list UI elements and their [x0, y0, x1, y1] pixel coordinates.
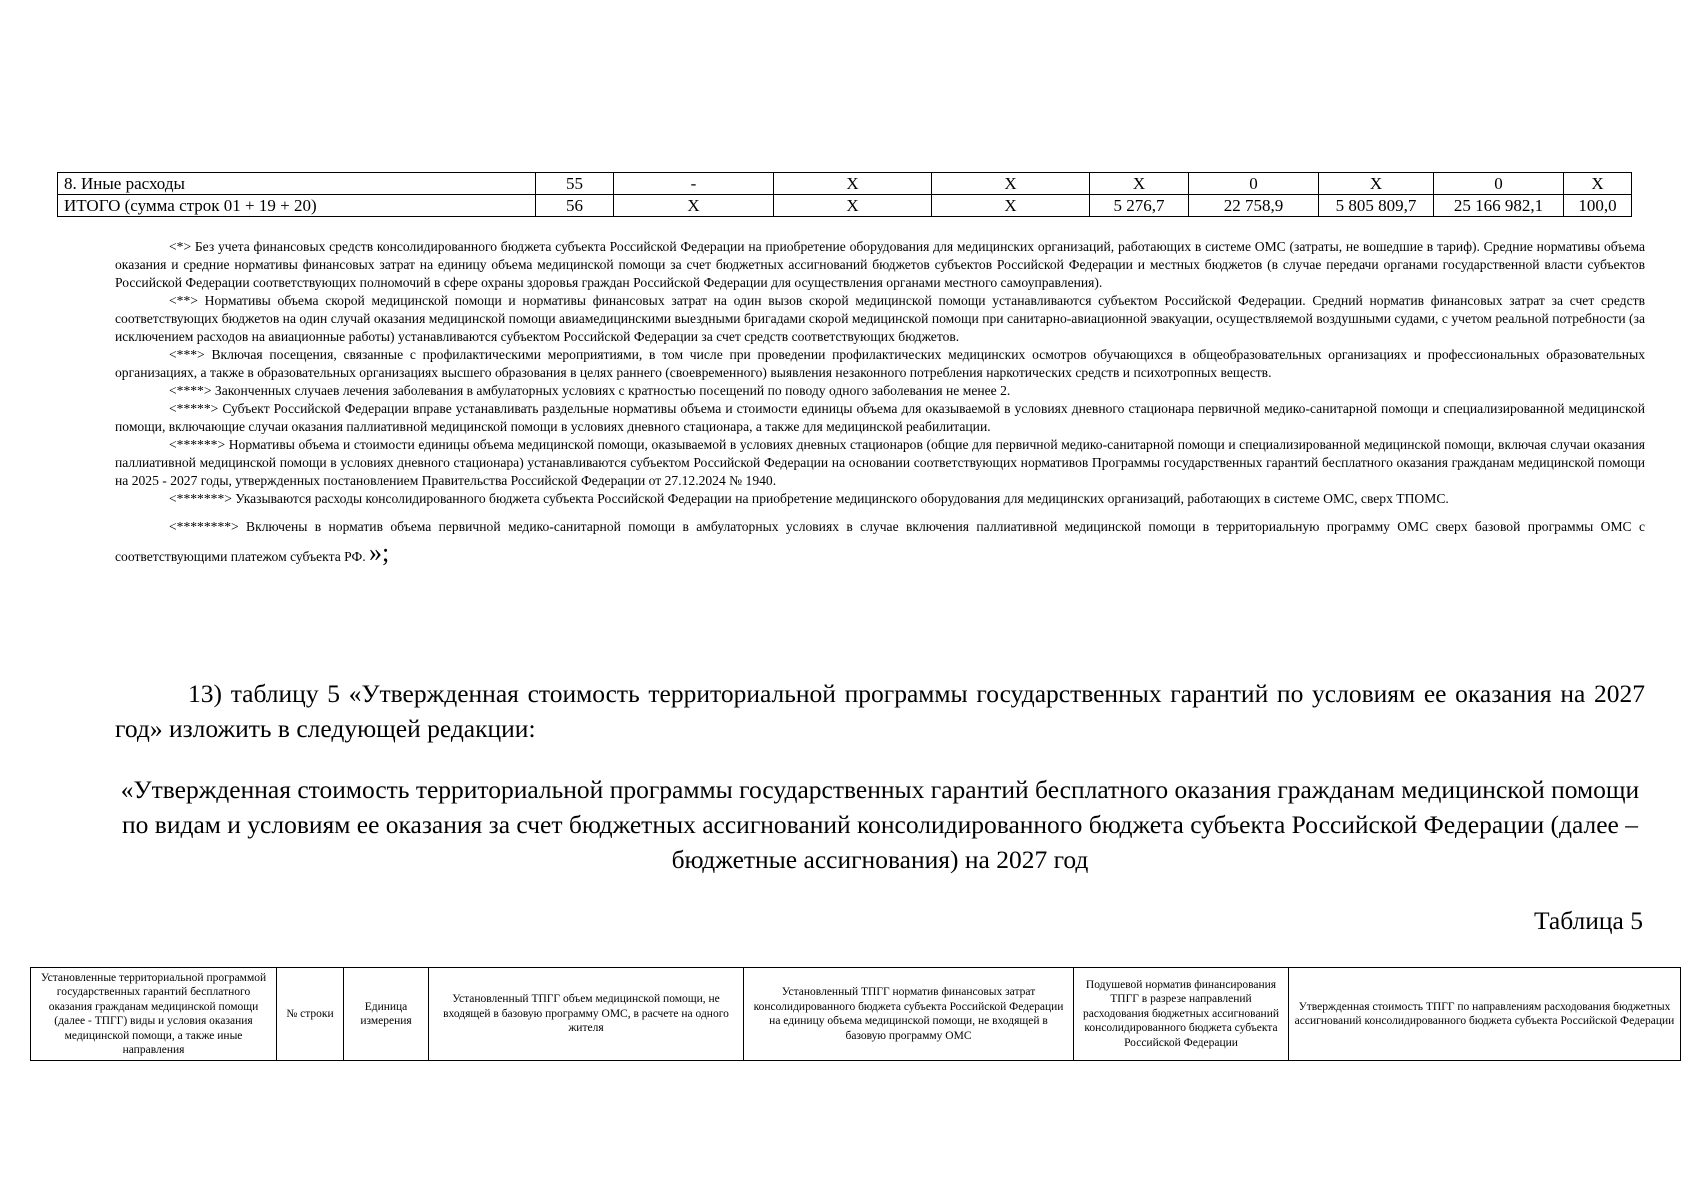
table-title: «Утвержденная стоимость территориальной программы государственных гарантий бесплатного оказания гражданам медицинской помощи по видам и условиям ее оказания за счет бюджетных ассигнований консолидированного бюджета субъекта Российской Федерации (далее – бюджетные ассигнования) на 2027 год	[120, 775, 1640, 874]
table-cell: X	[774, 173, 932, 195]
header-cell: Утвержденная стоимость ТПГГ по направлениям расходования бюджетных ассигнований консолидированного бюджета субъекта Российской Федерации	[1289, 968, 1681, 1061]
table-cell: 5 805 809,7	[1319, 195, 1434, 217]
header-cell: Установленный ТПГГ объем медицинской помощи, не входящей в базовую программу ОМС, в расчете на одного жителя	[429, 968, 744, 1061]
footnote: <******> Нормативы объема и стоимости единицы объема медицинской помощи, оказываемой в условиях дневных стационаров (общие для первичной медико-санитарной помощи и специализированной медицинской помощи, включая случаи оказания паллиативной медицинской помощи в условиях дневного стационара) устанавливаются субъектом Российской Федерации на основании соответствующих нормативов Программы государственных гарантий бесплатного оказания гражданам медицинской помощи на 2025 - 2027 годы, утвержденных постановлением Правительства Российской Федерации от 27.12.2024 № 1940.	[115, 437, 1645, 488]
table-cell: X	[1319, 173, 1434, 195]
table-row	[58, 173, 1632, 195]
closing-quote: »;	[369, 538, 390, 567]
table-cell: 55	[536, 173, 614, 195]
footnote: <***> Включая посещения, связанные с профилактическими мероприятиями, в том числе при проведении профилактических медицинских осмотров обучающихся в общеобразовательных организациях и профессиональных образовательных организациях, а также в образовательных организациях высшего образования в целях раннего (своевременного) выявления незаконного потребления наркотических средств и психотропных веществ.	[115, 347, 1645, 380]
table-cell: 56	[536, 195, 614, 217]
header-cell: Единица измерения	[344, 968, 429, 1061]
table-cell: 22 758,9	[1189, 195, 1319, 217]
footnote: <*******> Указываются расходы консолидированного бюджета субъекта Российской Федерации на приобретение медицинского оборудования для медицинских организаций, работающих в системе ОМС, сверх ТПОМС.	[169, 491, 1449, 506]
table-caption: Таблица 5	[1533, 906, 1643, 935]
table-cell: 100,0	[1564, 195, 1632, 217]
header-cell: № строки	[277, 968, 344, 1061]
footnotes	[115, 238, 1645, 570]
footnote-text: <********> Включены в норматив объема первичной медико-санитарной помощи в амбулаторных условиях в случае включения паллиативной медицинской помощи в территориальную программу ОМС сверх базовой программы ОМС с соответствующими платежом субъекта РФ.	[115, 519, 1645, 564]
row-label: 8. Иные расходы	[58, 173, 536, 195]
amendment-text: 13) таблицу 5 «Утвержденная стоимость территориальной программы государственных гарантий по условиям ее оказания на 2027 год» изложить в следующей редакции:	[115, 679, 1645, 743]
footnote-last	[115, 514, 1645, 570]
table-row	[58, 195, 1632, 217]
header-cell: Подушевой норматив финансирования ТПГГ в разрезе направлений расходования бюджетных ассигнований консолидированного бюджета субъекта Российской Федерации	[1074, 968, 1289, 1061]
footnote: <*****> Субъект Российской Федерации вправе устанавливать раздельные нормативы объема и стоимости единицы объема для оказываемой в условиях дневного стационара первичной медико-санитарной помощи и специализированной медицинской помощи, включающие случаи оказания паллиативной медицинской помощи в условиях дневного стационара, а также для медицинской реабилитации.	[115, 401, 1645, 434]
table-cell: -	[614, 173, 774, 195]
table-cell: X	[614, 195, 774, 217]
header-cell: Установленный ТПГГ норматив финансовых затрат консолидированного бюджета субъекта Российской Федерации на единицу объема медицинской помощи, не входящей в базовую программу ОМС	[744, 968, 1074, 1061]
table-cell: 5 276,7	[1090, 195, 1189, 217]
cost-table-header	[30, 967, 1681, 1061]
table-cell: 25 166 982,1	[1434, 195, 1564, 217]
table-cell: X	[1564, 173, 1632, 195]
table-cell: 0	[1189, 173, 1319, 195]
totals-table	[57, 172, 1632, 217]
header-row	[31, 968, 1681, 1061]
footnote: <**> Нормативы объема скорой медицинской помощи и нормативы финансовых затрат на один вызов скорой медицинской помощи устанавливаются субъектом Российской Федерации. Средний норматив финансовых затрат за счет средств соответствующих бюджетов на один случай оказания медицинской помощи авиамедицинскими выездными бригадами скорой медицинской помощи при санитарно-авиационной эвакуации, осуществляемой воздушными судами, с учетом реальной потребности (за исключением расходов на авиационные работы) устанавливаются субъектом Российской Федерации за счет средств соответствующих бюджетов.	[115, 293, 1645, 344]
table-cell: X	[774, 195, 932, 217]
amendment-item	[115, 676, 1645, 746]
table-cell: X	[1090, 173, 1189, 195]
table-cell: X	[932, 173, 1090, 195]
footnote: <*> Без учета финансовых средств консолидированного бюджета субъекта Российской Федерации на приобретение оборудования для медицинских организаций, работающих в системе ОМС (затраты, не вошедшие в тариф). Средние нормативы объема оказания и средние нормативы финансовых затрат на единицу объема медицинской помощи за счет бюджетных ассигнований бюджетов субъектов Российской Федерации и местных бюджетов (в случае передачи органами государственной власти субъектов Российской Федерации соответствующих полномочий в сфере охраны здоровья граждан Российской Федерации для осуществления органами местного самоуправления).	[115, 239, 1645, 290]
table-cell: X	[932, 195, 1090, 217]
footnote: <****> Законченных случаев лечения заболевания в амбулаторных условиях с кратностью посещений по поводу одного заболевания не менее 2.	[169, 383, 1011, 398]
table-cell: 0	[1434, 173, 1564, 195]
header-cell: Установленные территориальной программой государственных гарантий бесплатного оказания гражданам медицинской помощи (далее - ТПГГ) виды и условия оказания медицинской помощи, а также иные направления	[31, 968, 277, 1061]
row-label: ИТОГО (сумма строк 01 + 19 + 20)	[58, 195, 536, 217]
